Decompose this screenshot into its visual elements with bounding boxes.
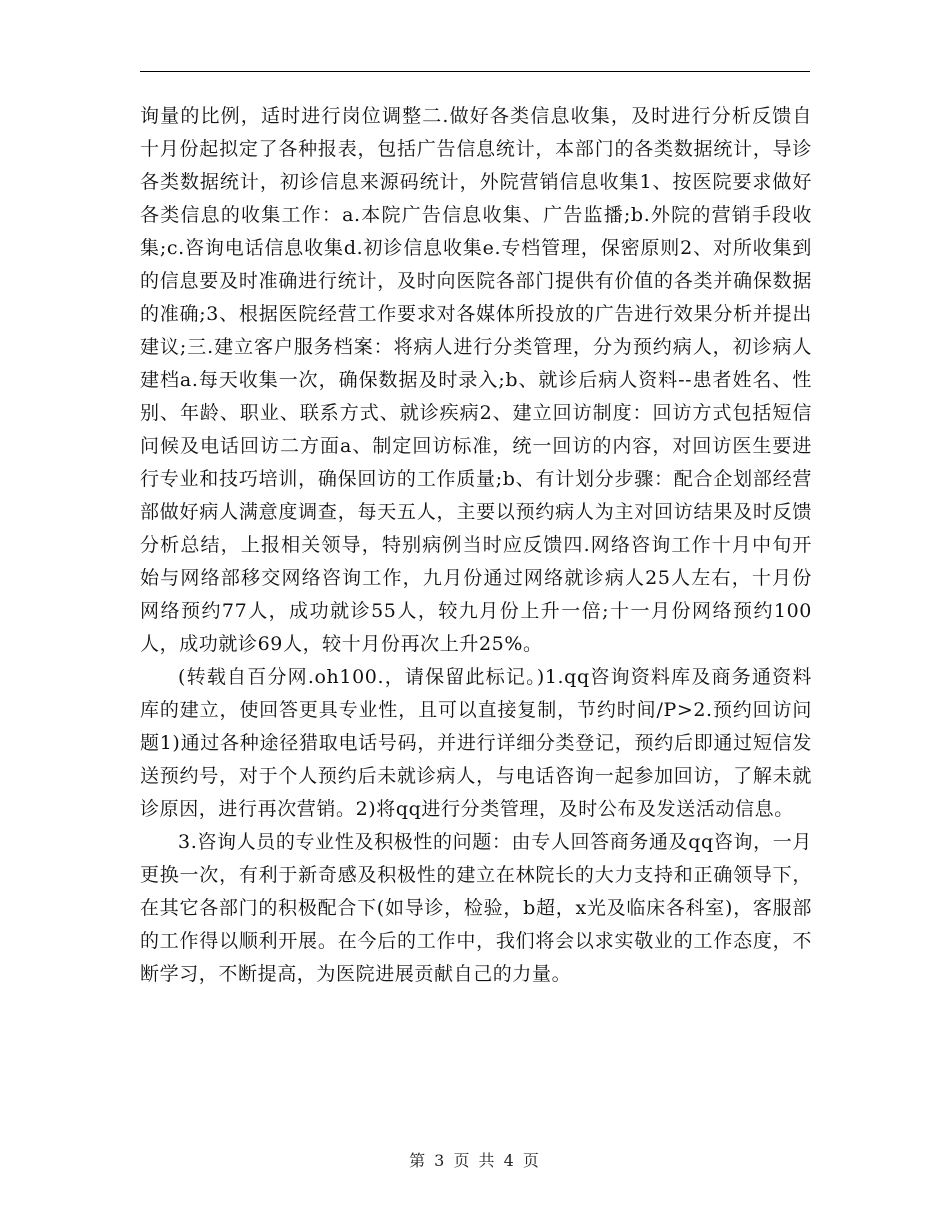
document-body <box>140 100 812 991</box>
paragraph-3: 3.咨询人员的专业性及积极性的问题：由专人回答商务通及qq咨询，一月更换一次，有利于新奇感及积极性的建立在林院长的大力支持和正确领导下，在其它各部门的积极配合下(如导诊，检验，b超，x光及临床各科室)，客服部的工作得以顺利开展。在今后的工作中，我们将会以求实敬业的工作态度，不断学习，不断提高，为医院进展贡献自己的力量。 <box>140 831 812 985</box>
page-number: 第 3 页 共 4 页 <box>409 1151 541 1170</box>
header-rule <box>140 71 810 72</box>
paragraph-2: (转载自百分网.oh100.，请保留此标记。)1.qq咨询资料库及商务通资料库的建立，使回答更具专业性，且可以直接复制，节约时间/P>2.预约回访问题1)通过各种途径猎取电话号码，并进行详细分类登记，预约后即通过短信发送预约号，对于个人预约后未就诊病人，与电话咨询一起参加回访，了解未就诊原因，进行再次营销。2)将qq进行分类管理，及时公布及发送活动信息。 <box>140 666 812 820</box>
paragraph-1: 询量的比例，适时进行岗位调整二.做好各类信息收集，及时进行分析反馈自十月份起拟定了各种报表，包括广告信息统计，本部门的各类数据统计，导诊各类数据统计，初诊信息来源码统计，外院营销信息收集1、按医院要求做好各类信息的收集工作：a.本院广告信息收集、广告监播;b.外院的营销手段收集;c.咨询电话信息收集d.初诊信息收集e.专档管理，保密原则2、对所收集到的信息要及时准确进行统计，及时向医院各部门提供有价值的各类并确保数据的准确;3、根据医院经营工作要求对各媒体所投放的广告进行效果分析并提出建议;三.建立客户服务档案：将病人进行分类管理，分为预约病人，初诊病人建档a.每天收集一次，确保数据及时录入;b、就诊后病人资料--患者姓名、性别、年龄、职业、联系方式、就诊疾病2、建立回访制度：回访方式包括短信问候及电话回访二方面a、制定回访标准，统一回访的内容，对回访医生要进行专业和技巧培训，确保回访的工作质量;b、有计划分步骤：配合企划部经营部做好病人满意度调查，每天五人，主要以预约病人为主对回访结果及时反馈分析总结，上报相关领导，特别病例当时应反馈四.网络咨询工作十月中旬开始与网络部移交网络咨询工作，九月份通过网络就诊病人25人左右，十月份网络预约77人，成功就诊55人，较九月份上升一倍;十一月份网络预约100人，成功就诊69人，较十月份再次上升25%。 <box>140 105 812 655</box>
